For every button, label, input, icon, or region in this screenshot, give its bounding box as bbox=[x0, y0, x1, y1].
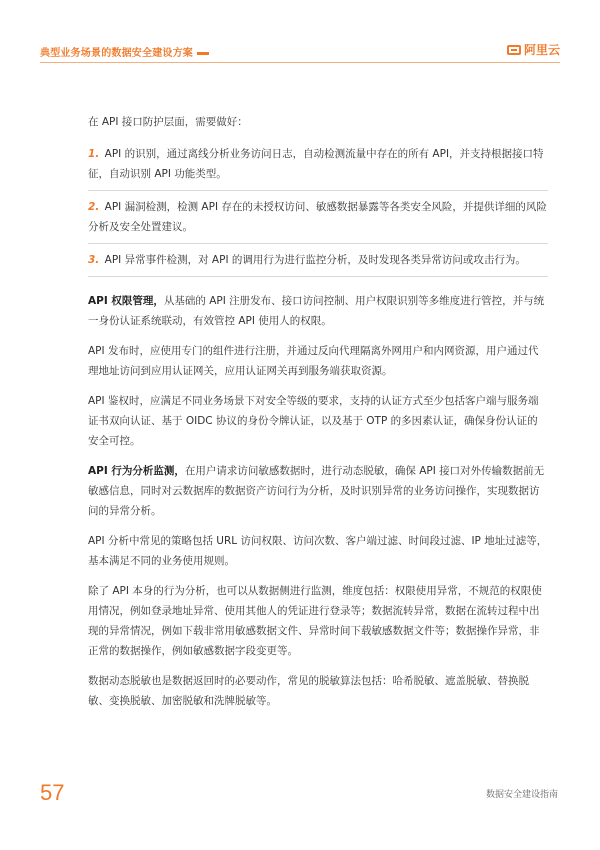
list-item-number: 1. bbox=[88, 148, 100, 160]
data-masking-paragraph: 数据动态脱敏也是数据返回时的必要动作，常见的脱敏算法包括：哈希脱敏、遮盖脱敏、替换脱敏、变换脱敏、加密脱敏和洗牌脱敏等。 bbox=[88, 675, 529, 707]
paragraph-heading: API 行为分析监测， bbox=[88, 465, 185, 477]
logo-text: 阿里云 bbox=[523, 43, 560, 57]
aliyun-logo-icon bbox=[507, 45, 521, 55]
main-content bbox=[88, 112, 548, 721]
page-number: 57 bbox=[40, 780, 65, 805]
list-item bbox=[88, 250, 548, 277]
api-publish-paragraph: API 发布时，应使用专门的组件进行注册，并通过反向代理隔离外网用户和内网资源，用户通过代理地址访问到应用认证网关，应用认证网关再到服务端获取资源。 bbox=[88, 345, 539, 377]
api-auth-paragraph: API 鉴权时，应满足不同业务场景下对安全等级的要求，支持的认证方式至少包括客户端与服务端证书双向认证、基于 OIDC 协议的身份令牌认证，以及基于 OTP 的多因素认证，确保身份认证的安全可控。 bbox=[88, 395, 539, 447]
header-divider bbox=[40, 62, 560, 63]
data-monitoring-paragraph: 除了 API 本身的行为分析，也可以从数据侧进行监测，维度包括：权限使用异常，不规范的权限使用情况，例如登录地址异常、使用其他人的凭证进行登录等；数据流转异常，数据在流转过程中出现的异常情况，例如下载非常用敏感数据文件、异常时间下载敏感数据文件等；数据操作异常，非正常的数据操作，例如敏感数据字段变更等。 bbox=[88, 585, 542, 657]
list-item-number: 3. bbox=[88, 254, 100, 266]
list-item-text: API 异常事件检测，对 API 的调用行为进行监控分析，及时发现各类异常访问或攻击行为。 bbox=[104, 254, 526, 266]
api-permission-paragraph bbox=[88, 291, 548, 331]
footer-title: 数据安全建设指南 bbox=[485, 790, 558, 800]
intro-paragraph: 在 API 接口防护层面，需要做好： bbox=[88, 116, 248, 128]
header-accent-bar bbox=[197, 52, 209, 55]
api-strategy-paragraph: API 分析中常见的策略包括 URL 访问权限、访问次数、客户端过滤、时间段过滤、IP 地址过滤等，基本满足不同的业务使用规则。 bbox=[88, 535, 548, 567]
list-item bbox=[88, 197, 548, 244]
list-item-text: API 的识别，通过离线分析业务访问日志，自动检测流量中存在的所有 API，并支持根据接口特征，自动识别 API 功能类型。 bbox=[88, 148, 544, 180]
header-title-text: 典型业务场景的数据安全建设方案 bbox=[40, 48, 193, 59]
paragraph-body: 在用户请求访问敏感数据时，进行动态脱敏，确保 API 接口对外传输数据前无敏感信息，同时对云数据库的数据资产访问行为分析，及时识别异常的业务访问操作，实现数据访问的异常分析。 bbox=[88, 465, 545, 517]
list-item-number: 2. bbox=[88, 201, 100, 213]
paragraph-heading: API 权限管理， bbox=[88, 295, 164, 307]
paragraph-body: 从基础的 API 注册发布、接口访问控制、用户权限识别等多维度进行管控，并与统一身份认证系统联动，有效管控 API 使用人的权限。 bbox=[88, 295, 545, 327]
list-item-text: API 漏洞检测，检测 API 存在的未授权访问、敏感数据暴露等各类安全风险，并提供详细的风险分析及安全处置建议。 bbox=[88, 201, 547, 233]
page-header bbox=[40, 38, 560, 64]
aliyun-logo bbox=[507, 41, 560, 58]
list-item bbox=[88, 144, 548, 191]
header-title bbox=[40, 44, 209, 59]
api-behavior-paragraph bbox=[88, 461, 548, 521]
